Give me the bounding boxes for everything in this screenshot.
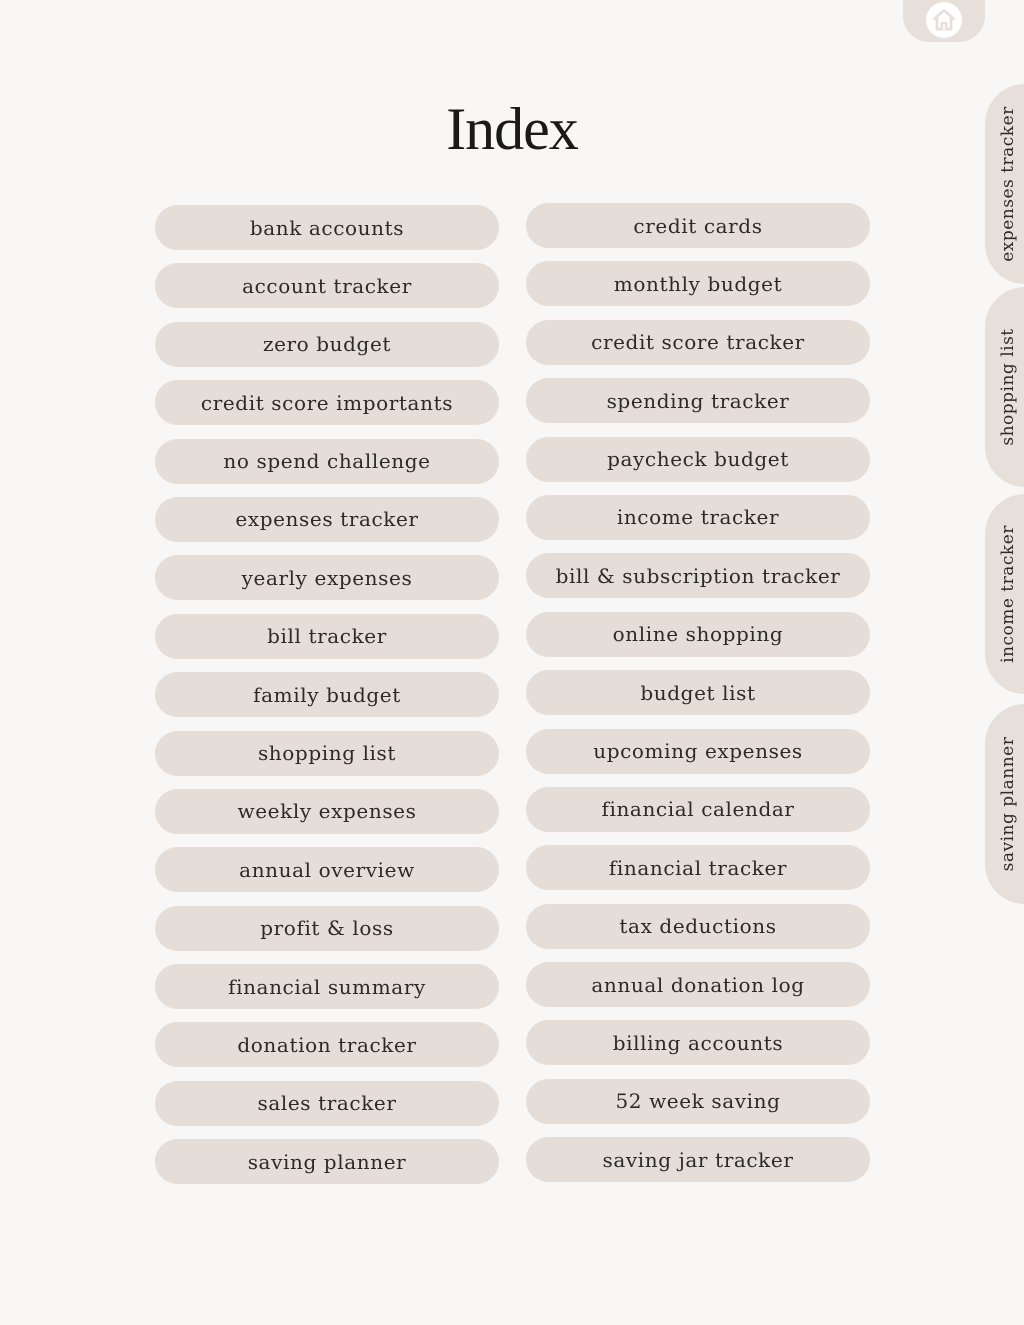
index-link-tax-deductions[interactable]: tax deductions <box>526 904 870 949</box>
index-link-saving-planner[interactable]: saving planner <box>155 1139 499 1184</box>
index-link-donation-tracker[interactable]: donation tracker <box>155 1022 499 1067</box>
index-link-no-spend-challenge[interactable]: no spend challenge <box>155 439 499 484</box>
index-link-profit-loss[interactable]: profit & loss <box>155 906 499 951</box>
index-link-account-tracker[interactable]: account tracker <box>155 263 499 308</box>
page-title: Index <box>446 96 578 162</box>
index-link-monthly-budget[interactable]: monthly budget <box>526 261 870 306</box>
index-link-expenses-tracker[interactable]: expenses tracker <box>155 497 499 542</box>
index-column-right <box>526 203 870 1196</box>
home-button[interactable] <box>903 0 985 42</box>
index-column-left <box>155 205 499 1198</box>
index-link-budget-list[interactable]: budget list <box>526 670 870 715</box>
index-link-online-shopping[interactable]: online shopping <box>526 612 870 657</box>
side-tab-shopping-list[interactable] <box>985 287 1024 487</box>
index-link-sales-tracker[interactable]: sales tracker <box>155 1081 499 1126</box>
index-link-credit-score-tracker[interactable]: credit score tracker <box>526 320 870 365</box>
index-link-spending-tracker[interactable]: spending tracker <box>526 378 870 423</box>
index-link-paycheck-budget[interactable]: paycheck budget <box>526 437 870 482</box>
side-tab-label: shopping list <box>998 328 1018 446</box>
side-tab-label: income tracker <box>998 525 1018 663</box>
index-link-financial-summary[interactable]: financial summary <box>155 964 499 1009</box>
side-tab-saving-planner[interactable] <box>985 704 1024 904</box>
index-link-bill-tracker[interactable]: bill tracker <box>155 614 499 659</box>
index-link-saving-jar-tracker[interactable]: saving jar tracker <box>526 1137 870 1182</box>
index-link-financial-calendar[interactable]: financial calendar <box>526 787 870 832</box>
side-tab-label: expenses tracker <box>998 106 1018 262</box>
index-link-annual-donation-log[interactable]: annual donation log <box>526 962 870 1007</box>
index-link-annual-overview[interactable]: annual overview <box>155 847 499 892</box>
index-link-yearly-expenses[interactable]: yearly expenses <box>155 555 499 600</box>
index-link-upcoming-expenses[interactable]: upcoming expenses <box>526 729 870 774</box>
index-link-credit-cards[interactable]: credit cards <box>526 203 870 248</box>
index-link-financial-tracker[interactable]: financial tracker <box>526 845 870 890</box>
side-tab-income-tracker[interactable] <box>985 494 1024 694</box>
index-link-billing-accounts[interactable]: billing accounts <box>526 1020 870 1065</box>
index-link-52-week-saving[interactable]: 52 week saving <box>526 1079 870 1124</box>
index-link-credit-score-importants[interactable]: credit score importants <box>155 380 499 425</box>
index-link-bank-accounts[interactable]: bank accounts <box>155 205 499 250</box>
index-link-weekly-expenses[interactable]: weekly expenses <box>155 789 499 834</box>
index-link-family-budget[interactable]: family budget <box>155 672 499 717</box>
index-link-zero-budget[interactable]: zero budget <box>155 322 499 367</box>
index-link-shopping-list[interactable]: shopping list <box>155 731 499 776</box>
home-icon <box>926 2 962 38</box>
side-tab-expenses-tracker[interactable] <box>985 84 1024 284</box>
index-link-income-tracker[interactable]: income tracker <box>526 495 870 540</box>
index-link-bill-subscription-tracker[interactable]: bill & subscription tracker <box>526 553 870 598</box>
side-tab-label: saving planner <box>998 736 1018 872</box>
